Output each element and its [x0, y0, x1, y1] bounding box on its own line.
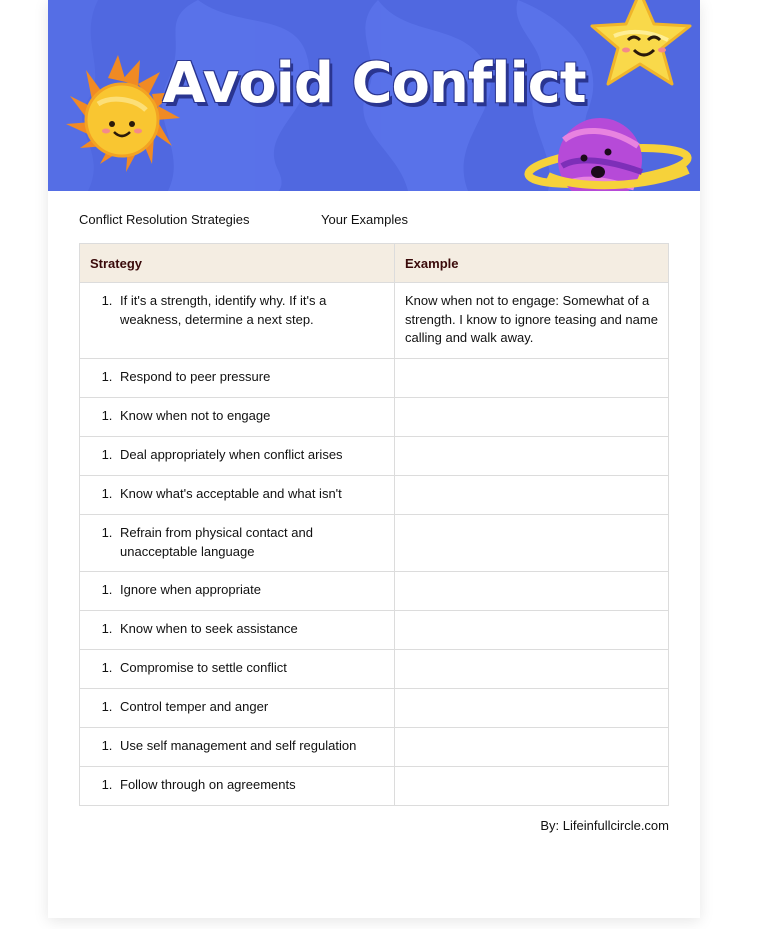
item-number: 1. [101, 621, 113, 636]
strategy-text: Follow through on agreements [120, 777, 296, 792]
table-row [80, 398, 669, 437]
strategy-cell [80, 398, 395, 437]
strategy-cell [80, 728, 395, 767]
strategy-text: Know what's acceptable and what isn't [120, 486, 342, 501]
example-cell[interactable] [395, 728, 669, 767]
item-number: 1. [101, 582, 113, 597]
example-cell[interactable]: Know when not to engage: Somewhat of a strength. I know to ignore teasing and name calling and walk away. [395, 283, 669, 359]
strategy-cell [80, 437, 395, 476]
example-cell[interactable] [395, 689, 669, 728]
strategy-cell [80, 283, 395, 359]
example-cell[interactable] [395, 359, 669, 398]
strategy-cell [80, 650, 395, 689]
strategy-text: Control temper and anger [120, 699, 269, 714]
table-row [80, 476, 669, 515]
banner-title: Avoid Conflict [162, 51, 586, 116]
table-row [80, 728, 669, 767]
header-banner [48, 0, 700, 191]
strategy-text: Know when not to engage [120, 408, 271, 423]
column-header-strategy: Strategy [80, 244, 395, 283]
table-header-row [80, 244, 669, 283]
worksheet-page [48, 0, 700, 918]
table-row [80, 437, 669, 476]
strategy-text: Compromise to settle conflict [120, 660, 287, 675]
heading-strategies: Conflict Resolution Strategies [79, 212, 250, 227]
column-header-example: Example [395, 244, 669, 283]
strategy-cell [80, 515, 395, 572]
strategy-cell [80, 611, 395, 650]
strategy-text: Refrain from physical contact and unacceptable language [120, 525, 313, 559]
footer-credit: By: Lifeinfullcircle.com [540, 818, 669, 833]
example-cell[interactable] [395, 767, 669, 806]
item-number: 1. [101, 738, 113, 753]
example-cell[interactable] [395, 611, 669, 650]
strategy-text: Respond to peer pressure [120, 369, 271, 384]
table-row [80, 611, 669, 650]
example-cell[interactable] [395, 476, 669, 515]
example-cell[interactable] [395, 572, 669, 611]
strategy-text: Know when to seek assistance [120, 621, 298, 636]
item-number: 1. [101, 777, 113, 792]
item-number: 1. [101, 525, 113, 540]
table-row [80, 689, 669, 728]
table-row [80, 572, 669, 611]
heading-examples: Your Examples [321, 212, 408, 227]
strategy-text: Deal appropriately when conflict arises [120, 447, 343, 462]
example-cell[interactable] [395, 437, 669, 476]
table-row [80, 767, 669, 806]
table-row [80, 283, 669, 359]
strategy-table [79, 243, 669, 806]
table-row [80, 515, 669, 572]
strategy-cell [80, 476, 395, 515]
item-number: 1. [101, 699, 113, 714]
item-number: 1. [101, 486, 113, 501]
strategy-cell [80, 767, 395, 806]
example-cell[interactable] [395, 515, 669, 572]
strategy-text: If it's a strength, identify why. If it's a weakness, determine a next step. [120, 293, 327, 327]
table-row [80, 359, 669, 398]
strategy-cell [80, 359, 395, 398]
item-number: 1. [101, 660, 113, 675]
example-cell[interactable] [395, 650, 669, 689]
strategy-text: Ignore when appropriate [120, 582, 261, 597]
example-cell[interactable] [395, 398, 669, 437]
strategy-cell [80, 572, 395, 611]
item-number: 1. [101, 369, 113, 384]
table-row [80, 650, 669, 689]
strategy-text: Use self management and self regulation [120, 738, 357, 753]
item-number: 1. [101, 447, 113, 462]
item-number: 1. [101, 293, 113, 308]
item-number: 1. [101, 408, 113, 423]
strategy-cell [80, 689, 395, 728]
